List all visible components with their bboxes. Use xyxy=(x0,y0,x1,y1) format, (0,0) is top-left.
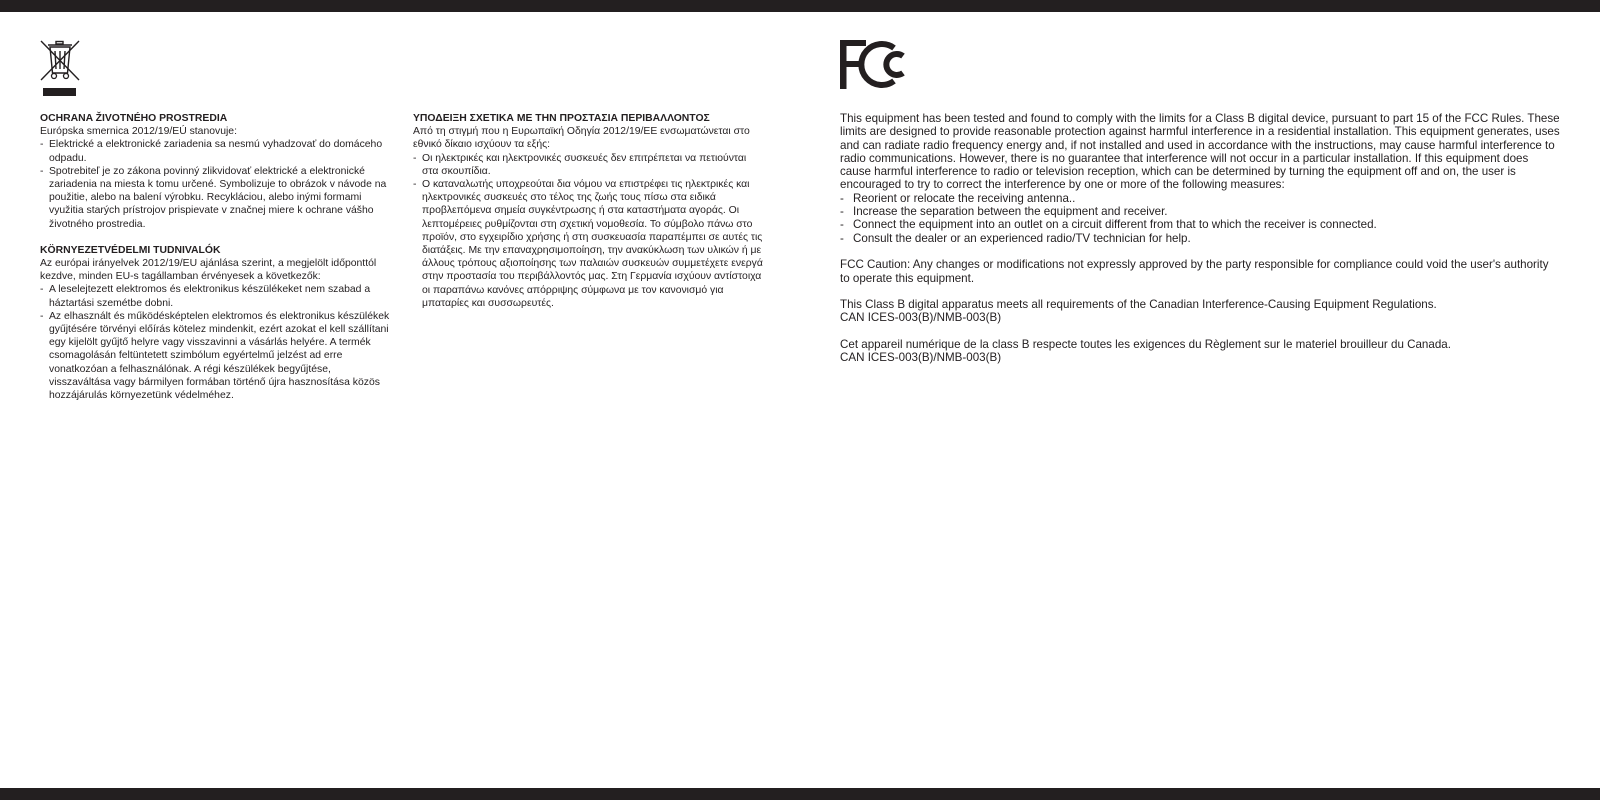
gr-heading: ΥΠΟΔΕΙΞΗ ΣΧΕΤΙΚΑ ΜΕ ΤΗΝ ΠΡΟΣΤΑΣΙΑ ΠΕΡΙΒΑΛΛΟΝΤΟΣ xyxy=(413,113,710,124)
list-item: - Ο καταναλωτής υποχρεούται δια νόμου να επιστρέφει τις ηλεκτρικές και ηλεκτρονικές συσκευές στο τέλος της ζωής τους πίσω στα ειδικά προβλεπόμενα σημεία συγκέντρωσης ή στα καταστήματα αγοράς. Οι λεπτομέρειες ρυθμίζονται στη σχετική νομοθεσία. Το σύμβολο πάνω στο προϊόν, στο εγχειρίδιο χρήσης ή στη συσκευασία παραπέμπει σε αυτές τις διατάξεις. Με την επαναχρησιμοποίηση, την ανακύκλωση των υλικών ή με άλλους τρόπους αξιοποίησης των παλαιών συσκευών συμμετέχετε ενεργά στην προστασία του περιβάλλοντός μας. Στη Γερμανία ισχύουν αντίστοιχα οι παραπάνω κανόνες απόρριψης σύμφωνα με τον κανονισμό για μπαταρίες και συσσωρευτές. xyxy=(413,178,765,310)
sk-intro: Európska smernica 2012/19/EÚ stanovuje: xyxy=(40,126,237,138)
list-item: - Az elhasznált és működésképtelen elektromos és elektronikus készülékek gyűjtésére törvényi előírás kötelez mindenkit, ezért azokat el kell szállítani egy kijelölt gyűjtő helyre vagy visszavinni a vásárlás helyére. A termék csomagolásán feltüntetett szimbólum egyértelmű jelzést ad erre vonatkozóan a felhasználónak. A régi készülékek begyűjtése, visszaváltása vagy bármilyen formában történő újra hasznosítása közös hozzájárulás környezetünk védelméhez. xyxy=(40,310,392,402)
list-item: - Elektrické a elektronické zariadenia sa nesmú vyhadzovať do domáceho odpadu. xyxy=(40,138,392,164)
bottom-border-bar xyxy=(0,788,1600,800)
middle-column xyxy=(413,112,765,310)
hu-list xyxy=(40,283,392,402)
hu-heading: KÖRNYEZETVÉDELMI TUDNIVALÓK xyxy=(40,244,221,256)
weee-bin-icon xyxy=(40,40,80,98)
list-item: - Consult the dealer or an experienced radio/TV technician for help. xyxy=(840,232,1560,245)
fcc-caution: FCC Caution: Any changes or modifications not expressly approved by the party responsible for compliance could void the user's authority to operate this equipment. xyxy=(840,258,1549,285)
right-column xyxy=(840,112,1560,365)
canada-fr-statement: Cet appareil numérique de la class B respecte toutes les exigences du Règlement sur le materiel brouilleur du Canada. xyxy=(840,338,1451,352)
list-item: - Increase the separation between the equipment and receiver. xyxy=(840,205,1560,218)
list-item: - Οι ηλεκτρικές και ηλεκτρονικές συσκευές δεν επιτρέπεται να πετιούνται στα σκουπίδια. xyxy=(413,152,765,178)
list-item: - Reorient or relocate the receiving antenna.. xyxy=(840,192,1560,205)
fcc-logo xyxy=(840,40,910,89)
canada-en-statement: This Class B digital apparatus meets all requirements of the Canadian Interference-Causing Equipment Regulations. xyxy=(840,298,1437,312)
left-column xyxy=(40,112,392,402)
hu-intro: Az európai irányelvek 2012/19/EU ajánlása szerint, a megjelölt időponttól kezdve, minden EU-s tagállamban érvényesek a következők: xyxy=(40,258,377,283)
fcc-statement: This equipment has been tested and found to comply with the limits for a Class B digital device, pursuant to part 15 of the FCC Rules. These limits are designed to provide reasonable protection against harmful interference in a residential installation. This equipment generates, uses and can radiate radio frequency energy and, if not installed and used in accordance with the instructions, may cause harmful interference to radio communications. However, there is no guarantee that interference will not occur in a particular installation. If this equipment does cause harmful interference to radio or television reception, which can be determined by turning the equipment off and on, the user is encouraged to try to correct the interference by one or more of the following measures: xyxy=(840,112,1560,192)
list-item: - Connect the equipment into an outlet on a circuit different from that to which the receiver is connected. xyxy=(840,218,1560,231)
fcc-measures-list xyxy=(840,192,1560,245)
gr-list xyxy=(413,152,765,310)
list-item: - Spotrebiteľ je zo zákona povinný zlikvidovať elektrické a elektronické zariadenia na miesta k tomu určené. Symbolizuje to obrázok v návode na použitie, alebo na balení výrobku. Recykláciou, alebo inými formami využitia starých prístrojov prispievate v značnej miere k ochrane vášho životného prostredia. xyxy=(40,165,392,231)
canada-en-code: CAN ICES-003(B)/NMB-003(B) xyxy=(840,311,1002,325)
canada-fr-code: CAN ICES-003(B)/NMB-003(B) xyxy=(840,351,1002,365)
gr-intro: Από τη στιγμή που η Ευρωπαϊκή Οδηγία 2012/19/ΕΕ ενσωματώνεται στο εθνικό δίκαιο ισχύουν τα εξής: xyxy=(413,126,750,151)
top-border-bar xyxy=(0,0,1600,12)
sk-list xyxy=(40,138,392,230)
list-item: - A leselejtezett elektromos és elektronikus készülékeket nem szabad a háztartási szemétbe dobni. xyxy=(40,283,392,309)
sk-heading: OCHRANA ŽIVOTNÉHO PROSTREDIA xyxy=(40,113,228,124)
